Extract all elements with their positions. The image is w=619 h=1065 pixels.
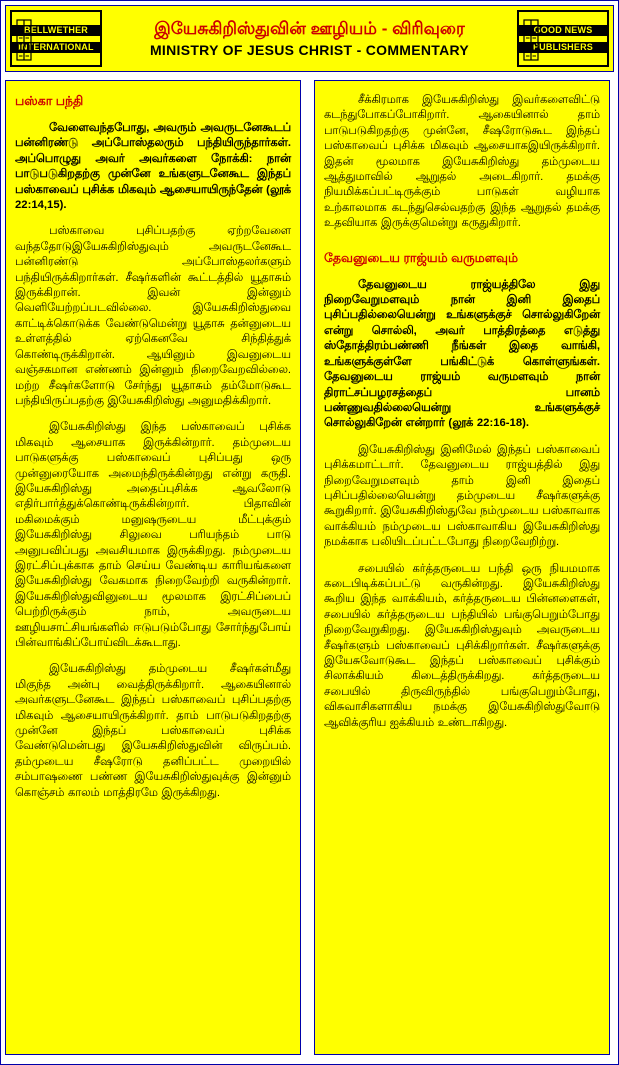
bellwether-logo-line-1: BELLWETHER (12, 25, 100, 36)
page-title-tamil: இயேசுகிறிஸ்துவின் ஊழியம் - விரிவுரை (154, 18, 465, 38)
header-title-group (106, 6, 513, 71)
left-paragraph-4: இயேசுகிறிஸ்து தம்முடைய சீஷர்கள்மீது மிகுந்த அன்பு வைத்திருக்கிறார். ஆகையினால் அவர்களுடனேகூட இந்தப் பஸ்காவைப் புசிப்பதற்கு மிகவும் ஆசையாயிருக்கிறார். தாம் பாடுபடுகிறதற்கு முன்னே இந்தப் பஸ்காவைப் புசிக்க வேண்டுமென்பது இயேசுகிறிஸ்துவின் விருப்பம். தம்முடைய சீஷரோடு தனிப்பட்ட முறையில் சம்பாஷணை பண்ண இயேசுகிறிஸ்துவுக்கு இன்னும் கொஞ்சம் காலம் மாத்திரமே இருக்கிறது. (15, 663, 291, 799)
left-paragraph-3: இயேசுகிறிஸ்து இந்த பஸ்காவைப் புசிக்க மிகவும் ஆசையாக இருக்கின்றார். தம்முடைய பாடுகளுக்கு பஸ்காவைப் புசிப்பது ஒரு முன்னுரையோக அமைந்திருக்கின்றது என்று கருதி. இயேசுகிறிஸ்து அதைப்புசிக்க ஆவலோடு எதிர்பார்த்துக்கொண்டிருக்கின்றார். பிதாவின் மகிமைக்கும் மனுஷருடைய மீட்புக்கும் இயேசுகிறிஸ்து சிலுவை பரியந்தம் பாடு அனுபவிப்பது அவசியமாக இருக்கிறது. நம்முடைய இரட்சிப்புக்காக தாம் செய்ய வேண்டிய காரியங்களை இயேசுகிறிஸ்து வேகமாக நிறைவேற்றி வருகின்றார். இயேசுகிறிஸ்துவினுடைய மூலமாக இரட்சிப்பைப் பெற்றிருக்கும் நாம், அவருடைய ஊழியசாட்சியங்களில் ஈடுபடும்போது சோர்ந்துபோய் பின்வாங்கிப்போய்விடக்கூடாது. (15, 421, 291, 649)
open-book-emblem-icon (523, 18, 539, 62)
good-news-publishers-logo (517, 10, 609, 67)
right-column-heading: தேவனுடைய ராஜ்யம் வருமளவும் (324, 250, 519, 265)
goodnews-logo-line-2: PUBLISHERS (519, 42, 607, 53)
page-title-english: MINISTRY OF JESUS CHRIST - COMMENTARY (149, 41, 470, 58)
left-paragraph-2: பஸ்காவை புசிப்பதற்கு ஏற்றவேளை வந்ததோடுஇயேசுகிறிஸ்துவும் அவருடனேகூட பன்னிரண்டு அப்போஸ்தலர்களும் பந்தியிருக்கிறார்கள். சீஷர்களின் கூட்டத்தில் யூதாசும் இருக்கிறான். இவன் இன்னும் வெளியேற்றப்படவில்லை. இயேசுகிறிஸ்துவை காட்டிக்கொடுக்க வேண்டுமென்று யூதாசு தன்னுடைய உள்ளத்தில் ஏற்கெனவே சிந்தித்துக் கொண்டிருக்கிறான். ஆயினும் இவனுடைய வஞ்சகமான எண்ணம் இன்னும் நிறைவேறவில்லை. மற்ற சீஷர்களோடு சேர்ந்து யூதாசும் தம்மோடுகூட பந்தியிருப்பதற்கு இயேசுகிறிஸ்து அனுமதிக்கிறார். (15, 225, 291, 407)
right-text-column (314, 80, 610, 1055)
right-paragraph-0: சீக்கிரமாக இயேசுகிறிஸ்து இவர்களைவிட்டு கடந்துபோகப்போகிறார். ஆகையினால் தாம் பாடுபடுகிறதற்கு முன்னே, சீஷரோடுகூட இந்தப் பஸ்காவைப் புசிக்க மிகவும் ஆசையாகஇயிருக்கிறார். இதன் மூலமாக இயேசுகிறிஸ்து தம்முடைய ஆத்துமாவில் ஆறுதல் அடைகிறார். தமக்கு நியமிக்கப்பட்டிருக்கும் பாடுகள் வழியாக உற்காலமாக கடந்துசெல்வதற்கு இந்த ஆறுதல் தமக்கு உதவியாக இருக்குமென்று கருதுகிறார். (324, 94, 600, 230)
page-header (5, 5, 614, 72)
right-paragraph-3: சபையில் கர்த்தருடைய பந்தி ஒரு நியமமாக கடைபிடிக்கப்பட்டு வருகின்றது. இயேசுகிறிஸ்து கூறிய இந்த வாக்கியம், கர்த்தருடைய பின்னளைகள், சபையில் கர்த்தருடைய பந்தியில் பங்குபெறும்போது நிறைவேறுகிறது. இயேசுகிறிஸ்துவும் அவருடைய சீஷர்களும் பஸ்காவைப் புசிக்கிறார்கள். சீஷர்களுக்கு இயேசுவோடுகூட இந்தப் பஸ்காவைப் புசிக்கும் சிலாக்கியம் கிடைத்திருக்கிறது. கர்த்தருடைய சபையில் திருவிருந்தில் பங்குபெறும்போது, விசுவாசிகளாகிய நமக்கு இயேசுகிறிஸ்துவோடு ஆவிக்குரிய ஐக்கியம் உண்டாகிறது. (324, 562, 600, 729)
left-paragraph-1: வேளைவந்தபோது, அவரும் அவருடனேகூடப் பன்னிரண்டு அப்போஸ்தலரும் பந்தியிருந்தார்கள். அப்பொழுது அவர் அவர்களை நோக்கி: நான் பாடுபடுகிறதற்கு முன்னே உங்களுடனேகூட இந்தப் பஸ்காவைப் புசிக்க மிகவும் ஆசையாயிருந்தேன் (லூக் 22:14,15). (15, 122, 291, 212)
left-column-heading: பஸ்கா பந்தி (15, 94, 84, 108)
goodnews-logo-line-1: GOOD NEWS (519, 25, 607, 36)
right-paragraph-2: இயேசுகிறிஸ்து இனிமேல் இந்தப் பஸ்காவைப் புசிக்கமாட்டார். தேவனுடைய ராஜ்யத்தில் இது நிறைவேறுமளவும் தாம் இனி இதைப் புசிப்பதில்லையென்று தம்முடைய சீஷர்களுக்கு கூறுகிறார். இயேசுகிறிஸ்துவே நம்முடைய பஸ்காவாக வாக்கியம் நம்முடைய பஸ்காவாகிய இயேசுகிறிஸ்து நமக்காக பலியிடப்பட்டபோது நிறைவேறிற்று. (324, 443, 600, 549)
open-book-emblem-icon (16, 18, 32, 62)
bellwether-international-logo (10, 10, 102, 67)
left-text-column (5, 80, 301, 1055)
bellwether-logo-line-2: INTERNATIONAL (12, 42, 100, 53)
right-paragraph-1: தேவனுடைய ராஜ்யத்திலே இது நிறைவேறுமளவும் நான் இனி இதைப் புசிப்பதில்லையென்று உங்களுக்குச் சொல்லுகிறேன் என்று சொல்லி, அவர் பாத்திரத்தை எடுத்து ஸ்தோத்திரம்பண்ணி நீங்கள் இதை வாங்கி, உங்களுக்குள்ளே பங்கிட்டுக் கொள்ளுங்கள். தேவனுடைய ராஜ்யம் வருமளவும் நான் திராட்சப்பழரசத்தைப் பானம் பண்ணுவதில்லையென்று உங்களுக்குச் சொல்லுகிறேன் என்றார் (லூக் 22:16-18). (324, 278, 600, 430)
